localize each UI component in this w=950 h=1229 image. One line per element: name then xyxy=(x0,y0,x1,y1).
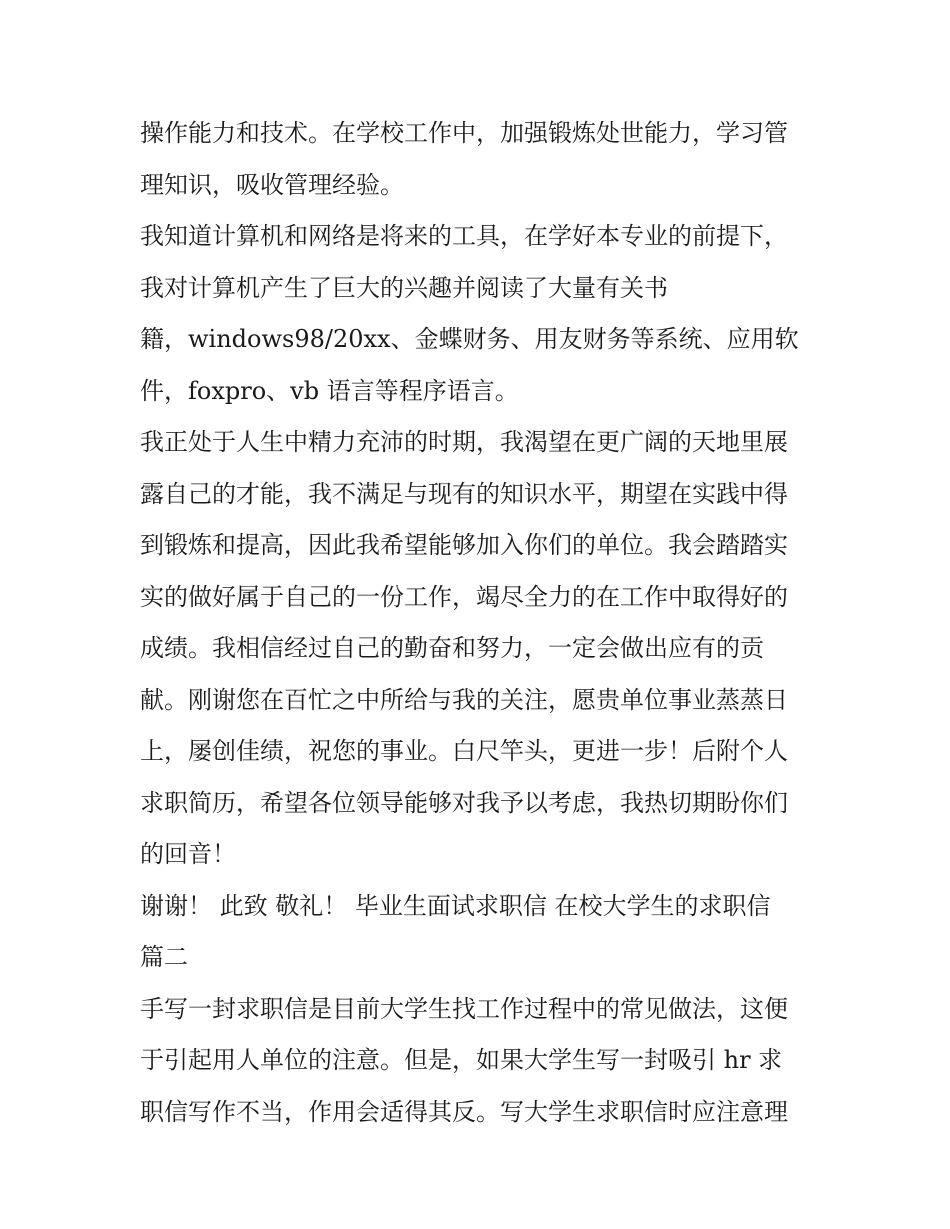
text-line-14: 求职简历，希望各位领导能够对我予以考虑，我热切期盼你们 xyxy=(140,788,788,817)
text-line-12: 献。刚谢您在百忙之中所给与我的关注，愿贵单位事业蒸蒸日 xyxy=(140,685,788,714)
text-line-8: 露自己的才能，我不满足与现有的知识水平，期望在实践中得 xyxy=(140,479,788,508)
text-line-9: 到锻炼和提高，因此我希望能够加入你们的单位。我会踏踏实 xyxy=(140,531,788,559)
text-line-15: 的回音！ xyxy=(140,840,236,868)
text-line-1: 操作能力和技术。在学校工作中，加强锻炼处世能力，学习管 xyxy=(140,119,788,147)
text-line-5: 籍，windows98/20xx、金蝶财务、用友财务等系统、应用软 xyxy=(140,325,799,353)
text-line-17: 篇二 xyxy=(140,943,188,971)
text-line-20: 职信写作不当，作用会适得其反。写大学生求职信时应注意理 xyxy=(140,1097,788,1126)
body-text xyxy=(140,108,820,1138)
text-line-10: 实的做好属于自己的一份工作，竭尽全力的在工作中取得好的 xyxy=(140,582,788,611)
text-line-11: 成绩。我相信经过自己的勤奋和努力，一定会做出应有的贡 xyxy=(140,634,764,662)
text-line-7: 我正处于人生中精力充沛的时期，我渴望在更广阔的天地里展 xyxy=(140,428,788,456)
text-line-2: 理知识，吸收管理经验。 xyxy=(140,170,404,199)
text-line-16: 谢谢！ 此致 敬礼！ 毕业生面试求职信 在校大学生的求职信 xyxy=(140,891,771,920)
text-line-4: 我对计算机产生了巨大的兴趣并阅读了大量有关书 xyxy=(140,273,668,302)
text-line-3: 我知道计算机和网络是将来的工具，在学好本专业的前提下， xyxy=(140,222,788,250)
text-line-19: 于引起用人单位的注意。但是，如果大学生写一封吸引 hr 求 xyxy=(140,1046,783,1074)
text-line-13: 上，屡创佳绩，祝您的事业。白尺竿头，更进一步！后附个人 xyxy=(140,737,788,765)
text-line-6: 件，foxpro、vb 语言等程序语言。 xyxy=(140,376,519,405)
text-line-18: 手写一封求职信是目前大学生找工作过程中的常见做法，这便 xyxy=(140,994,788,1023)
